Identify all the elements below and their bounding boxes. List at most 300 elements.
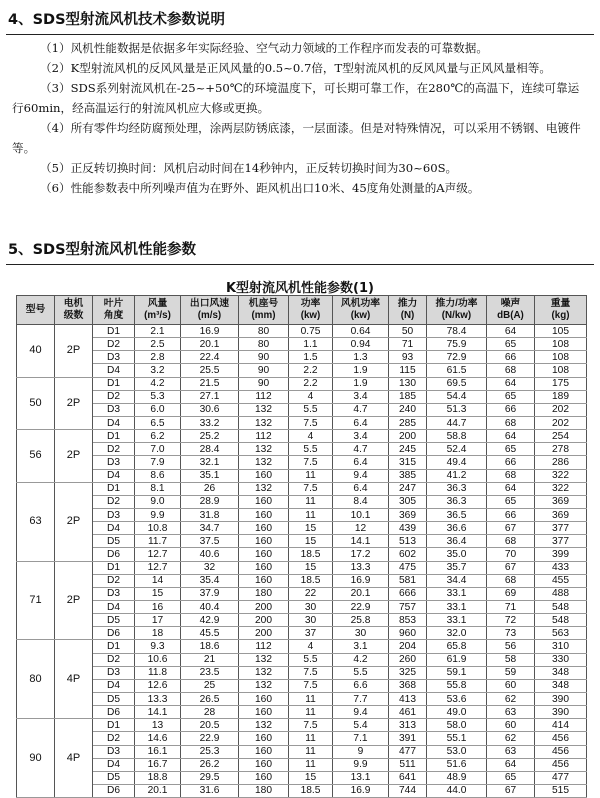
table-cell: 22.9 [333,600,389,613]
column-header-text: 推力 [397,298,418,309]
table-cell: 69.5 [427,377,487,390]
table-cell: 310 [535,640,587,653]
table-cell: 515 [535,784,587,797]
column-header-text: (kw) [350,310,371,321]
table-cell: 4.2 [135,377,181,390]
section-4-title: 4、SDS型射流风机技术参数说明 [8,12,226,28]
table-cell: 10.8 [135,522,181,535]
table-cell: D4 [93,469,135,482]
table-cell: 20.1 [135,784,181,797]
table-cell: 12.7 [135,548,181,561]
table-row [17,679,587,692]
table-cell: 160 [239,522,289,535]
column-header-text: 功率 [300,298,321,309]
column-header [55,296,93,325]
table-cell: 15 [289,522,333,535]
table-cell: 28 [181,706,239,719]
table-cell: 2.8 [135,351,181,364]
table-cell: 9.4 [333,706,389,719]
table-cell: 36.3 [427,482,487,495]
table-cell: 64 [487,377,535,390]
table-cell: 6.4 [333,456,389,469]
table-cell: 11 [289,508,333,521]
table-row [17,548,587,561]
table-cell: 52.4 [427,443,487,456]
table-cell: 7.5 [289,416,333,429]
table-cell: 132 [239,653,289,666]
table-row [17,627,587,640]
table-cell: 21.5 [181,377,239,390]
table-cell: 160 [239,508,289,521]
poles-cell: 2P [55,430,93,483]
table-cell: 61.5 [427,364,487,377]
table-cell: 9.3 [135,640,181,653]
table-cell: 132 [239,456,289,469]
table-cell: 204 [389,640,427,653]
table-cell: 53.6 [427,692,487,705]
table-row [17,771,587,784]
table-row [17,758,587,771]
column-header-text: 风机功率 [340,298,381,309]
table-cell: 28.9 [181,495,239,508]
table-cell: 391 [389,732,427,745]
table-cell: 59.1 [427,666,487,679]
paragraph-4: （4）所有零件均经防腐预处理，涂两层防锈底漆，一层面漆。但是对特殊情况，可以采用不锈钢、电镀件等。 [12,121,581,155]
table-header-row [17,296,587,325]
table-cell: 132 [239,666,289,679]
table-row [17,338,587,351]
table-cell: 0.75 [289,325,333,338]
table-cell: 744 [389,784,427,797]
model-cell: 71 [17,561,55,640]
table-cell: 456 [535,745,587,758]
table-cell: 37.9 [181,587,239,600]
table-row [17,719,587,732]
table-cell: 202 [535,416,587,429]
table-cell: 180 [239,784,289,797]
table-cell: 60 [487,719,535,732]
table-header [17,296,587,325]
table-cell: 399 [535,548,587,561]
table-cell: 40.4 [181,600,239,613]
table-cell: 54.4 [427,390,487,403]
table-cell: 65.8 [427,640,487,653]
table-cell: 62 [487,732,535,745]
table-cell: 160 [239,706,289,719]
table-cell: 369 [389,508,427,521]
table-cell: D1 [93,430,135,443]
table-cell: 36.6 [427,522,487,535]
table-row [17,614,587,627]
table-cell: 3.4 [333,390,389,403]
table-cell: 11 [289,692,333,705]
table-cell: 32 [181,561,239,574]
table-cell: D5 [93,614,135,627]
table-cell: D6 [93,548,135,561]
table-cell: 51.6 [427,758,487,771]
section-4-paragraphs [12,38,588,198]
table-cell: 68 [487,416,535,429]
table-cell: 35.4 [181,574,239,587]
table-cell: 58 [487,653,535,666]
table-cell: 439 [389,522,427,535]
table-cell: 6.5 [135,416,181,429]
poles-cell: 4P [55,640,93,719]
table-row [17,574,587,587]
table-cell: 5.5 [289,403,333,416]
table-cell: 254 [535,430,587,443]
table-cell: D5 [93,771,135,784]
table-cell: 4 [289,430,333,443]
table-row [17,745,587,758]
table-cell: 305 [389,495,427,508]
paragraph-1: （1）风机性能数据是依据多年实际经验、空气动力领域的工作程序而发表的可靠数据。 [40,41,488,55]
table-cell: 69 [487,587,535,600]
table-cell: 64 [487,482,535,495]
table-cell: 67 [487,784,535,797]
table-cell: 511 [389,758,427,771]
table-row [17,482,587,495]
table-cell: D1 [93,640,135,653]
table-row [17,443,587,456]
table-cell: 14.6 [135,732,181,745]
table-cell: 202 [535,403,587,416]
table-cell: 22.4 [181,351,239,364]
table-cell: 68 [487,469,535,482]
table-cell: 7.5 [289,679,333,692]
table-cell: 456 [535,732,587,745]
table-cell: 2.5 [135,338,181,351]
table-cell: D6 [93,627,135,640]
table-cell: 78.4 [427,325,487,338]
table-cell: 33.2 [181,416,239,429]
table-cell: 14.1 [135,706,181,719]
table-cell: D1 [93,377,135,390]
table-cell: 245 [389,443,427,456]
table-cell: 160 [239,548,289,561]
table-cell: 5.5 [289,443,333,456]
table-cell: 6.2 [135,430,181,443]
table-cell: D2 [93,732,135,745]
table-cell: 17.2 [333,548,389,561]
table-cell: 260 [389,653,427,666]
table-row [17,706,587,719]
paragraph-6: （6）性能参数表中所列噪声值为在野外、距风机出口10米、45度角处测量的A声级。 [40,181,480,195]
table-cell: 31.6 [181,784,239,797]
table-body [17,325,587,798]
table-cell: 65 [487,495,535,508]
table-cell: 247 [389,482,427,495]
column-header-text: (m/s) [197,310,222,321]
table-cell: 200 [239,600,289,613]
table-cell: 369 [535,495,587,508]
table-cell: 11.8 [135,666,181,679]
table-cell: D3 [93,745,135,758]
table-cell: 9.9 [333,758,389,771]
table-cell: 16.9 [333,574,389,587]
table-cell: 413 [389,692,427,705]
table-cell: 33.1 [427,587,487,600]
table-cell: 37 [289,627,333,640]
table-cell: D4 [93,679,135,692]
table-cell: 132 [239,679,289,692]
table-cell: 18.5 [289,574,333,587]
table-cell: 36.5 [427,508,487,521]
paragraph-5: （5）正反转切换时间：风机启动时间在14秒钟内，正反转切换时间为30~60S。 [40,161,458,175]
table-row [17,430,587,443]
table-row [17,653,587,666]
table-row [17,495,587,508]
table-cell: 10.6 [135,653,181,666]
table-cell: 4.7 [333,443,389,456]
table-cell: 160 [239,469,289,482]
column-header [135,296,181,325]
column-header [289,296,333,325]
table-cell: 35.7 [427,561,487,574]
table-cell: 65 [487,390,535,403]
table-cell: D4 [93,364,135,377]
table-cell: D3 [93,508,135,521]
table-row [17,390,587,403]
table-cell: 20.1 [333,587,389,600]
table-cell: 37.5 [181,535,239,548]
table-cell: 41.2 [427,469,487,482]
table-cell: 112 [239,640,289,653]
table-cell: 63 [487,745,535,758]
table-cell: 7.5 [289,456,333,469]
table-cell: 11 [289,745,333,758]
table-cell: 4 [289,640,333,653]
poles-cell: 2P [55,482,93,561]
table-cell: 18.8 [135,771,181,784]
table-cell: 5.5 [333,666,389,679]
table-cell: 11 [289,732,333,745]
table-cell: 2.2 [289,364,333,377]
table-cell: 0.94 [333,338,389,351]
table-cell: 10.1 [333,508,389,521]
table-cell: 108 [535,338,587,351]
table-cell: D1 [93,482,135,495]
table-cell: 11 [289,469,333,482]
column-header [535,296,587,325]
table-cell: 7.0 [135,443,181,456]
column-header-text: 角度 [103,310,124,321]
table-cell: 160 [239,495,289,508]
table-cell: 16 [135,600,181,613]
table-cell: 80 [239,338,289,351]
table-cell: 25.8 [333,614,389,627]
table-title: K型射流风机性能参数(1) [225,281,374,296]
table-cell: 15 [289,561,333,574]
table-cell: 6.6 [333,679,389,692]
table-cell: 15 [135,587,181,600]
poles-cell: 2P [55,561,93,640]
table-cell: 63 [487,706,535,719]
table-cell: 22.9 [181,732,239,745]
table-row [17,732,587,745]
table-cell: 7.5 [289,719,333,732]
table-cell: 26 [181,482,239,495]
table-cell: 160 [239,732,289,745]
table-cell: 105 [535,325,587,338]
table-cell: 108 [535,351,587,364]
table-cell: 42.9 [181,614,239,627]
table-cell: 12.6 [135,679,181,692]
table-cell: 33.1 [427,600,487,613]
table-cell: 21 [181,653,239,666]
table-cell: 3.2 [135,364,181,377]
table-cell: 34.4 [427,574,487,587]
model-cell: 80 [17,640,55,719]
table-cell: 18.6 [181,640,239,653]
column-header-text: 重量 [550,298,571,309]
table-cell: 66 [487,403,535,416]
table-cell: 390 [535,706,587,719]
table-cell: 240 [389,403,427,416]
table-cell: 0.64 [333,325,389,338]
table-cell: 175 [535,377,587,390]
column-header-text: dB(A) [497,310,524,321]
table-cell: 28.4 [181,443,239,456]
table-row [17,600,587,613]
table-row [17,469,587,482]
table-cell: D2 [93,443,135,456]
table-cell: 15 [289,535,333,548]
table-cell: 377 [535,522,587,535]
table-cell: 23.5 [181,666,239,679]
table-cell: 433 [535,561,587,574]
table-cell: 960 [389,627,427,640]
table-cell: 9.9 [135,508,181,521]
column-header-text: (N) [400,310,415,321]
table-cell: 65 [487,443,535,456]
table-cell: 16.9 [333,784,389,797]
table-cell: 548 [535,600,587,613]
table-cell: 26.5 [181,692,239,705]
table-row [17,535,587,548]
table-cell: 64 [487,430,535,443]
table-cell: D2 [93,390,135,403]
table-cell: 130 [389,377,427,390]
table-cell: 65 [487,338,535,351]
model-cell: 90 [17,719,55,798]
column-header-text: (mm) [251,310,276,321]
table-cell: 7.5 [289,482,333,495]
column-header [181,296,239,325]
table-cell: D3 [93,666,135,679]
column-header [487,296,535,325]
table-cell: 17 [135,614,181,627]
table-cell: 26.2 [181,758,239,771]
table-cell: D4 [93,416,135,429]
table-cell: 641 [389,771,427,784]
table-cell: 11 [289,495,333,508]
column-header-text: 叶片 [103,298,124,309]
table-cell: 66 [487,508,535,521]
table-cell: 20.5 [181,719,239,732]
table-cell: 325 [389,666,427,679]
table-cell: D2 [93,495,135,508]
table-cell: 160 [239,574,289,587]
table-cell: 67 [487,561,535,574]
table-cell: 189 [535,390,587,403]
table-cell: 13.3 [333,561,389,574]
table-cell: 4.7 [333,403,389,416]
table-cell: 377 [535,535,587,548]
table-cell: 548 [535,614,587,627]
table-cell: 160 [239,745,289,758]
table-cell: 55.8 [427,679,487,692]
model-cell: 40 [17,325,55,378]
table-cell: 602 [389,548,427,561]
table-cell: 25.2 [181,430,239,443]
table-cell: 348 [535,666,587,679]
table-cell: 6.4 [333,482,389,495]
table-cell: 455 [535,574,587,587]
table-cell: 16.7 [135,758,181,771]
table-cell: 72 [487,614,535,627]
table-cell: 50 [389,325,427,338]
table-cell: 4 [289,390,333,403]
table-cell: 68 [487,364,535,377]
table-cell: 90 [239,364,289,377]
section-5-title: 5、SDS型射流风机性能参数 [8,242,197,258]
table-cell: 200 [389,430,427,443]
table-cell: 48.9 [427,771,487,784]
table-cell: 160 [239,535,289,548]
column-header-text: (kw) [300,310,321,321]
column-header-text: 风量 [147,298,168,309]
table-cell: 563 [535,627,587,640]
model-cell: 63 [17,482,55,561]
table-cell: 853 [389,614,427,627]
table-cell: 75.9 [427,338,487,351]
table-cell: 49.0 [427,706,487,719]
table-row [17,351,587,364]
table-cell: 369 [535,508,587,521]
table-cell: 72.9 [427,351,487,364]
table-cell: 315 [389,456,427,469]
table-cell: 73 [487,627,535,640]
column-header-text: (m³/s) [144,310,171,321]
table-cell: 7.5 [289,666,333,679]
table-row [17,403,587,416]
table-cell: D4 [93,600,135,613]
table-cell: 15 [289,771,333,784]
table-cell: D5 [93,535,135,548]
table-cell: 1.5 [289,351,333,364]
table-cell: 16.9 [181,325,239,338]
model-cell: 50 [17,377,55,430]
table-cell: 475 [389,561,427,574]
table-cell: 11.7 [135,535,181,548]
table-cell: 25.5 [181,364,239,377]
table-cell: 30.6 [181,403,239,416]
table-cell: 55.1 [427,732,487,745]
column-header-text: 级数 [63,310,84,321]
table-cell: 160 [239,692,289,705]
column-header [389,296,427,325]
table-cell: 90 [239,351,289,364]
table-cell: 7.7 [333,692,389,705]
table-cell: 67 [487,522,535,535]
table-cell: 13 [135,719,181,732]
table-cell: 11 [289,706,333,719]
column-header-text: 噪声 [500,298,521,309]
column-header-text: 机座号 [248,298,279,309]
table-cell: 31.8 [181,508,239,521]
column-header [239,296,289,325]
